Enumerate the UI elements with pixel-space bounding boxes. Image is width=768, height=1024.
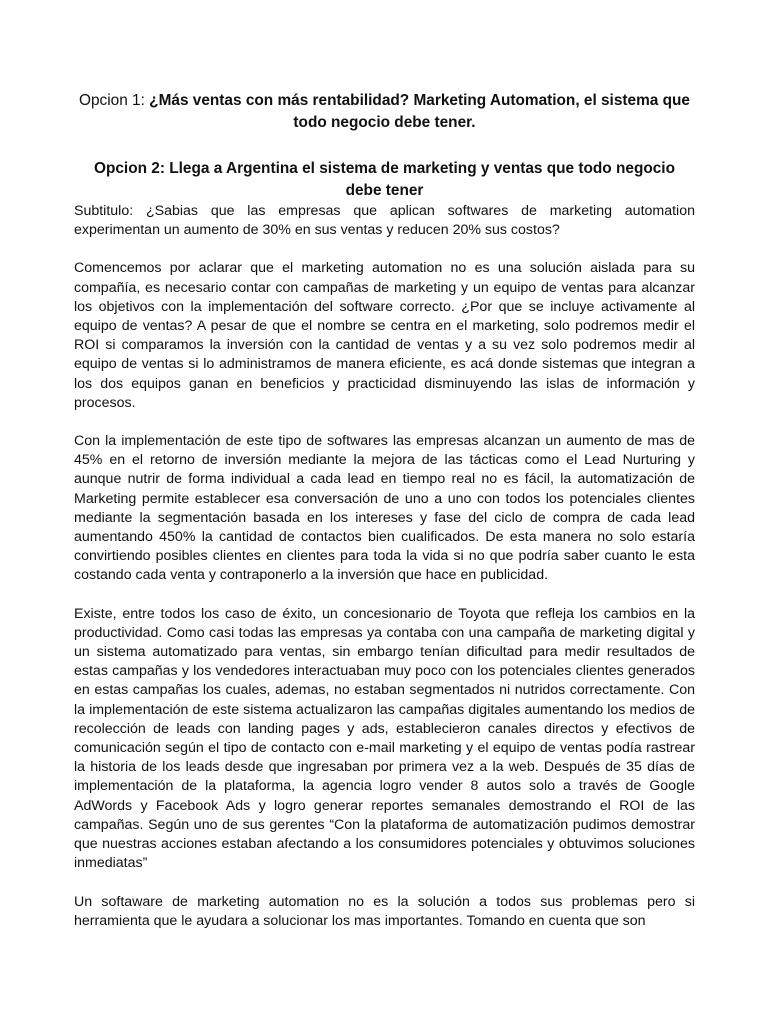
subtitle-paragraph: Subtitulo: ¿Sabias que las empresas que aplican softwares de marketing automation experimentan un aumento de 30% en sus ventas y reducen 20% sus costos? [74, 203, 695, 239]
title-option-2 [74, 158, 695, 202]
title-option-1 [74, 90, 695, 134]
body-paragraph-4: Un softaware de marketing automation no es la solución a todos sus problemas pero si herramienta que le ayudara a solucionar los mas importantes. Tomando en cuenta que son [74, 893, 695, 929]
body-paragraph-3: Existe, entre todos los caso de éxito, un concesionario de Toyota que refleja los cambios en la productividad. Como casi todas las empresas ya contaba con una campaña de marketing digital y un sistema automatizado para ventas, sin embargo tenían dificultad para medir resultados de estas campañas y los vendedores interactuaban muy poco con los potenciales clientes generados en estas campañas los cuales, ademas, no estaban segmentados ni nutridos correctamente. Con la implementación de este sistema actualizaron las campañas digitales aumentando los medios de recolección de leads con landing pages y ads, establecieron canales directos y efectivos de comunicación según el tipo de contacto con e-mail marketing y el equipo de ventas podía rastrear la historia de los leads desde que ingresaban por primera vez a la web. Después de 35 días de implementación de la plataforma, la agencia logro vender 8 autos solo a través de Google AdWords y Facebook Ads y logro generar reportes semanales demostrando el ROI de las campañas. Según uno de sus gerentes “Con la plataforma de automatización pudimos demostrar que nuestras acciones estaban afectando a los consumidores potenciales y obtuvimos soluciones inmediatas” [74, 605, 695, 872]
document-body [74, 90, 695, 931]
body-paragraph-1: Comencemos por aclarar que el marketing automation no es una solución aislada para su compañía, es necesario contar con campañas de marketing y un equipo de ventas para alcanzar los objetivos con la implementación del software correcto. ¿Por que se incluye activamente al equipo de ventas? A pesar de que el nombre se centra en el marketing, solo podremos medir el ROI si comparamos la inversión con la cantidad de ventas y a su vez solo podremos medir al equipo de ventas si lo administramos de manera eficiente, es acá donde sistemas que integran a los dos equipos ganan en beneficios y practicidad disminuyendo las islas de información y procesos. [74, 260, 695, 411]
title-option-2-text: Opcion 2: Llega a Argentina el sistema de marketing y ventas que todo negocio debe tener [94, 160, 675, 199]
title-option-1-text: ¿Más ventas con más rentabilidad? Marketing Automation, el sistema que todo negocio debe tener. [149, 92, 690, 131]
title-option-1-prefix: Opcion 1: [79, 92, 150, 109]
body-paragraph-2: Con la implementación de este tipo de softwares las empresas alcanzan un aumento de mas de 45% en el retorno de inversión mediante la mejora de las tácticas como el Lead Nurturing y aunque nutrir de forma individual a cada lead en tiempo real no es fácil, la automatización de Marketing permite establecer esa conversación de uno a uno con todos los potenciales clientes mediante la segmentación basada en los intereses y fase del ciclo de compra de cada lead aumentando 450% la cantidad de contactos bien cualificados. De esta manera no solo estaría convirtiendo posibles clientes en clientes para toda la vida si no que podría saber cuanto le esta costando cada venta y contraponerlo a la inversión que hace en publicidad. [74, 433, 695, 584]
